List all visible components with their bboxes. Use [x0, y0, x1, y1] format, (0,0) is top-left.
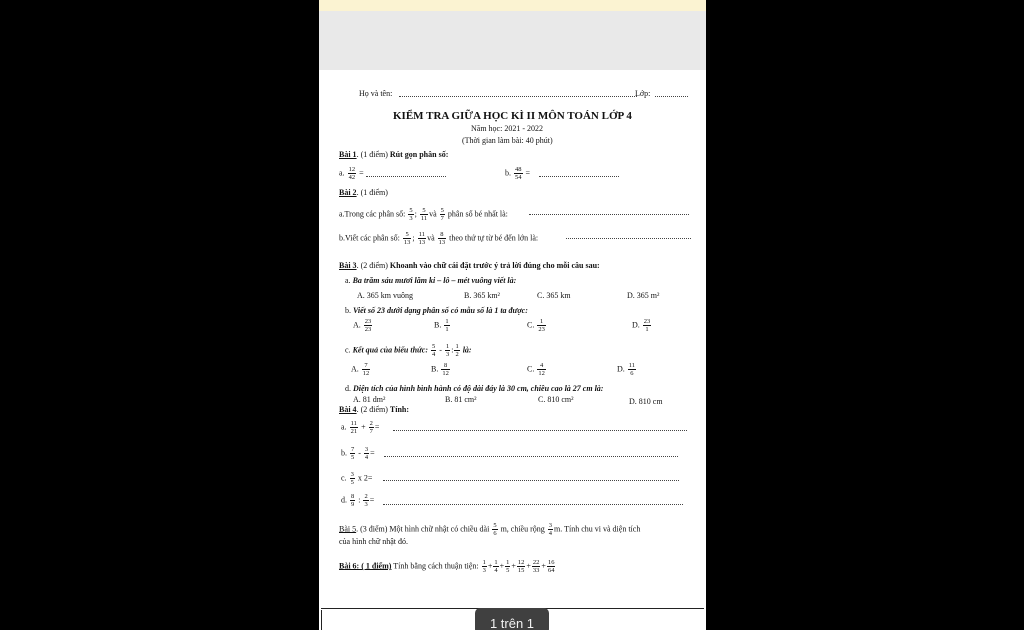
document-page — [319, 70, 706, 630]
name-dots — [399, 96, 637, 97]
page-edge-corner — [321, 610, 322, 630]
viewer-top-bar — [319, 0, 706, 11]
bai3-a-option-d: D. 365 m² — [627, 291, 660, 300]
bai4-item-a: a. $\frac{11}{21}$ + $\frac{2}{7}$ = — [341, 420, 380, 435]
bai3-d-option-c: C. 810 cm² — [538, 395, 574, 404]
bai3-d-option-a: A. 81 dm² — [353, 395, 386, 404]
bai3-b-option-a: A. $\frac{23}{23}$ — [353, 318, 372, 333]
bai3-question-d: d. Diện tích của hình bình hành có độ dài đáy là 30 cm, chiều cao là 27 cm là: — [345, 384, 604, 393]
bai3-c-option-b: B. $\frac{8}{12}$ — [431, 362, 449, 377]
class-dots — [655, 96, 688, 97]
bai2-a: a.Trong các phân số: $\frac{5}{3}$ ; $\frac{5}{11}$ và $\frac{5}{7}$ phân số bé nhất là: — [339, 207, 508, 222]
class-label: Lớp: — [635, 89, 651, 98]
bai4-item-b: b. $\frac{7}{5}$ - $\frac{3}{4}$ = — [341, 446, 375, 461]
bai3-a-option-b: B. 365 km² — [464, 291, 500, 300]
bai1-b-answer-line — [539, 176, 619, 177]
bai3-a-option-c: C. 365 km — [537, 291, 571, 300]
page-indicator: 1 trên 1 — [475, 608, 549, 630]
exam-title: KIỂM TRA GIỮA HỌC KÌ II MÔN TOÁN LỚP 4 — [393, 110, 632, 122]
bai3-a-option-a: A. 365 km vuông — [357, 291, 413, 300]
bai1-a: a. $\frac{12}{42}$ = — [339, 166, 364, 181]
bai2-b-answer-line — [566, 238, 691, 239]
bai3-heading: Bài 3. (2 điểm) Khoanh vào chữ cái đặt trước ý trả lời đúng cho mỗi câu sau: — [339, 261, 600, 270]
bai5-line1: Bài 5. (3 điểm) Một hình chữ nhật có chiều dài $\frac{5}{6}$ m, chiều rộng $\frac{3}{4}$ m. Tính chu vi và diện tích — [339, 522, 641, 537]
bai4-c-answer-line — [383, 480, 679, 481]
bai4-d-answer-line — [383, 504, 683, 505]
bai4-a-answer-line — [393, 430, 687, 431]
bai3-question-b: b. Viết số 23 dưới dạng phân số có mẫu số là 1 ta được: — [345, 306, 528, 315]
bai2-b: b.Viết các phân số: $\frac{5}{13}$ ; $\frac{11}{13}$ và $\frac{8}{13}$ theo thứ tự từ bé đến lớn là: — [339, 231, 539, 246]
bai4-item-c: c. $\frac{3}{5}$ x 2= — [341, 471, 373, 486]
bai4-b-answer-line — [384, 456, 678, 457]
bai1-b: b. $\frac{48}{54}$ = — [505, 166, 531, 181]
bai3-question-a: a. Ba trăm sáu mươi lăm ki – lô – mét vuông viết là: — [345, 276, 517, 285]
bai3-c-option-d: D. $\frac{11}{6}$ — [617, 362, 636, 377]
bai2-heading: Bài 2. (1 điểm) — [339, 188, 388, 197]
bai3-question-c: c. Kết quả của biểu thức: $\frac{5}{4}$ - $\frac{1}{3}$ : $\frac{1}{2}$ là: — [345, 343, 472, 358]
bai1-a-answer-line — [366, 176, 446, 177]
bai4-heading: Bài 4. (2 điểm) Tính: — [339, 405, 410, 414]
bai3-d-option-d: D. 810 cm — [629, 397, 663, 406]
bai1-heading: Bài 1. (1 điểm) Rút gọn phân số: — [339, 150, 449, 159]
bai3-b-option-d: D. $\frac{23}{1}$ — [632, 318, 651, 333]
bai6: Bài 6: ( 1 điểm) Tính bằng cách thuận tiện: $\frac{1}{3}$ + $\frac{1}{4}$ + $\frac{1}{5}$ + $\frac{12}{15}$ + $\frac{22}{33}$ + $\frac{16}{64}$ — [339, 559, 555, 574]
bai3-c-option-c: C. $\frac{4}{12}$ — [527, 362, 545, 377]
bai3-d-option-b: B. 81 cm² — [445, 395, 477, 404]
bai3-c-option-a: A. $\frac{7}{12}$ — [351, 362, 370, 377]
bai2-a-answer-line — [529, 214, 689, 215]
name-label: Họ và tên: — [359, 89, 393, 98]
bai3-b-option-b: B. $\frac{1}{1}$ — [434, 318, 449, 333]
document-viewer[interactable] — [319, 0, 706, 630]
bai5-line2: của hình chữ nhật đó. — [339, 537, 408, 546]
school-year: Năm học: 2021 - 2022 — [471, 124, 543, 133]
exam-time: (Thời gian làm bài: 40 phút) — [462, 136, 553, 145]
bai4-item-d: d. $\frac{8}{9}$ : $\frac{2}{3}$ = — [341, 493, 375, 508]
bai3-b-option-c: C. $\frac{1}{23}$ — [527, 318, 545, 333]
